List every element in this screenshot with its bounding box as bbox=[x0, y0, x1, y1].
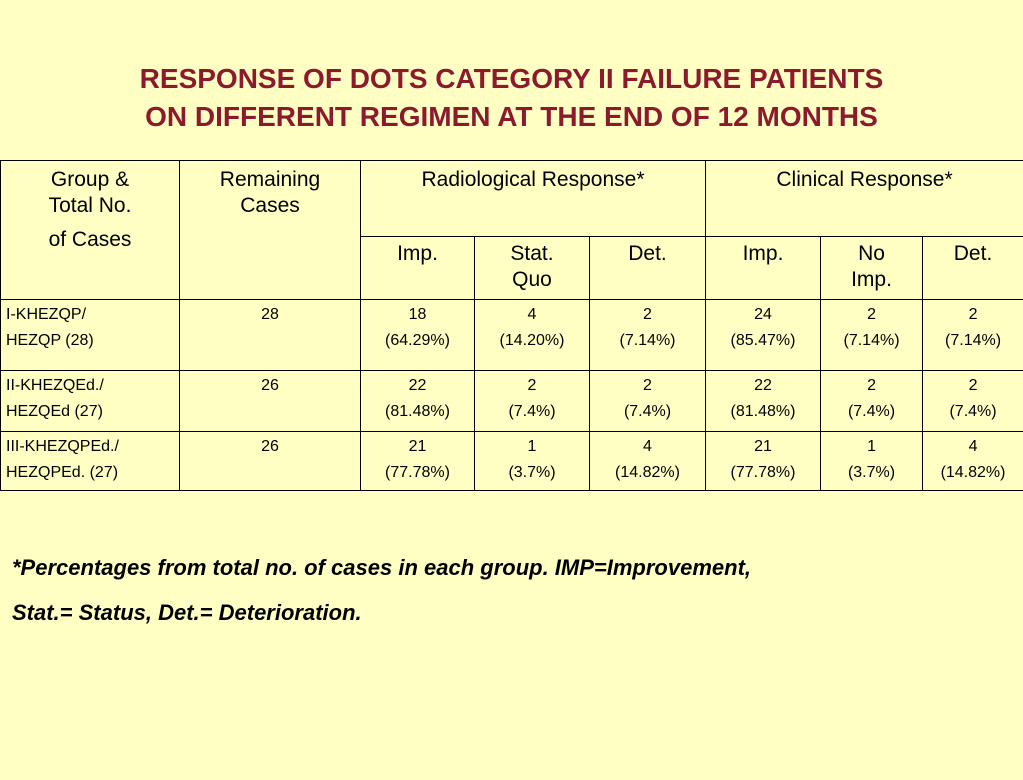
row-rad-imp-cell bbox=[361, 371, 475, 432]
table-row bbox=[1, 432, 1023, 491]
cell-percent: (7.4%) bbox=[508, 403, 556, 420]
cell-percent: (7.14%) bbox=[945, 332, 1002, 349]
subheader-rad-stat-line-2: Quo bbox=[512, 268, 552, 291]
subheader-rad-stat-line-1: Stat. bbox=[510, 242, 554, 265]
subheader-cli-noimp-line-2: Imp. bbox=[851, 268, 892, 291]
row-group-cell bbox=[1, 371, 180, 432]
header-clinical-label: Clinical Response* bbox=[776, 168, 953, 191]
cell-count: 18 bbox=[408, 306, 427, 323]
cell-count: 1 bbox=[527, 438, 537, 455]
row-rad-stat-cell bbox=[475, 371, 590, 432]
cell-percent: (14.82%) bbox=[940, 464, 1006, 481]
cell-percent: (85.47%) bbox=[730, 332, 796, 349]
cell-percent: (3.7%) bbox=[847, 464, 896, 481]
title-line-2: ON DIFFERENT REGIMEN AT THE END OF 12 MONTHS bbox=[145, 101, 878, 132]
subheader-rad-det bbox=[590, 237, 706, 300]
header-clinical-response bbox=[706, 161, 1023, 237]
row-rad-det-cell bbox=[590, 371, 706, 432]
header-row-1 bbox=[1, 161, 1023, 237]
header-radiological-label: Radiological Response* bbox=[421, 168, 645, 191]
cell-count: 2 bbox=[643, 377, 652, 394]
cell-count: 2 bbox=[867, 306, 876, 323]
header-remaining-line-1: Remaining bbox=[219, 168, 321, 191]
cell-percent: (3.7%) bbox=[508, 464, 556, 481]
row-cli-det-cell bbox=[923, 300, 1023, 371]
header-group-line-1: Group & bbox=[50, 168, 130, 191]
title-line-1: RESPONSE OF DOTS CATEGORY II FAILURE PATIENTS bbox=[139, 63, 884, 94]
row-cli-det-cell bbox=[923, 371, 1023, 432]
cell-count: 4 bbox=[643, 438, 652, 455]
table-row bbox=[1, 371, 1023, 432]
row-group-line-2: HEZQP (28) bbox=[6, 332, 94, 349]
row-rad-imp-cell bbox=[361, 300, 475, 371]
cell-count: 4 bbox=[968, 438, 978, 455]
subheader-cli-no-imp bbox=[821, 237, 923, 300]
cell-count: 2 bbox=[527, 377, 537, 394]
row-remaining-value: 26 bbox=[261, 377, 279, 394]
cell-percent: (7.4%) bbox=[847, 403, 896, 420]
slide-title bbox=[0, 60, 1023, 136]
row-group-line-2: HEZQEd (27) bbox=[6, 403, 103, 420]
row-cli-noimp-cell bbox=[821, 432, 923, 491]
row-group-line-1: II-KHEZQEd./ bbox=[6, 377, 104, 394]
cell-count: 22 bbox=[754, 377, 772, 394]
cell-count: 1 bbox=[867, 438, 876, 455]
cell-count: 2 bbox=[867, 377, 876, 394]
row-cli-noimp-cell bbox=[821, 371, 923, 432]
subheader-rad-imp bbox=[361, 237, 475, 300]
row-group-cell bbox=[1, 300, 180, 371]
row-rad-stat-cell bbox=[475, 432, 590, 491]
subheader-rad-imp-label: Imp. bbox=[397, 242, 438, 265]
cell-count: 21 bbox=[754, 438, 772, 455]
cell-percent: (81.48%) bbox=[385, 403, 450, 420]
row-remaining-value: 28 bbox=[261, 306, 279, 323]
cell-count: 2 bbox=[968, 377, 978, 394]
subheader-cli-imp-label: Imp. bbox=[742, 242, 784, 265]
header-remaining-cases bbox=[180, 161, 361, 300]
table-row bbox=[1, 300, 1023, 371]
footnote-line-2: Stat.= Status, Det.= Deterioration. bbox=[12, 600, 362, 625]
row-rad-stat-cell bbox=[475, 300, 590, 371]
header-group-line-3: of Cases bbox=[48, 228, 132, 251]
cell-count: 21 bbox=[408, 438, 427, 455]
cell-percent: (77.78%) bbox=[730, 464, 796, 481]
row-group-line-2: HEZQPEd. (27) bbox=[6, 464, 119, 481]
cell-percent: (7.4%) bbox=[949, 403, 997, 420]
row-rad-det-cell bbox=[590, 300, 706, 371]
cell-percent: (81.48%) bbox=[730, 403, 796, 420]
header-radiological-response bbox=[361, 161, 706, 237]
row-cli-det-cell bbox=[923, 432, 1023, 491]
cell-percent: (14.20%) bbox=[499, 332, 565, 349]
row-remaining-cell bbox=[180, 300, 361, 371]
cell-count: 4 bbox=[527, 306, 537, 323]
results-table bbox=[0, 160, 1023, 491]
row-group-line-1: III-KHEZQPEd./ bbox=[6, 438, 119, 455]
cell-count: 2 bbox=[643, 306, 652, 323]
subheader-cli-det bbox=[923, 237, 1023, 300]
cell-percent: (7.4%) bbox=[623, 403, 672, 420]
row-cli-imp-cell bbox=[706, 371, 821, 432]
row-group-line-1: I-KHEZQP/ bbox=[6, 306, 87, 323]
row-remaining-cell bbox=[180, 432, 361, 491]
cell-count: 2 bbox=[968, 306, 978, 323]
row-cli-imp-cell bbox=[706, 300, 821, 371]
footnote-line-1: *Percentages from total no. of cases in each group. IMP=Improvement, bbox=[12, 555, 752, 580]
row-cli-noimp-cell bbox=[821, 300, 923, 371]
cell-percent: (64.29%) bbox=[385, 332, 450, 349]
row-remaining-cell bbox=[180, 371, 361, 432]
cell-percent: (7.14%) bbox=[619, 332, 676, 349]
row-rad-imp-cell bbox=[361, 432, 475, 491]
footnote bbox=[12, 545, 751, 635]
header-group-total-cases bbox=[1, 161, 180, 300]
subheader-rad-stat-quo bbox=[475, 237, 590, 300]
cell-percent: (77.78%) bbox=[385, 464, 450, 481]
row-group-cell bbox=[1, 432, 180, 491]
cell-count: 24 bbox=[754, 306, 772, 323]
cell-count: 22 bbox=[408, 377, 427, 394]
header-group-line-2: Total No. bbox=[48, 194, 132, 217]
subheader-rad-det-label: Det. bbox=[628, 242, 667, 265]
row-rad-det-cell bbox=[590, 432, 706, 491]
cell-percent: (7.14%) bbox=[843, 332, 900, 349]
header-remaining-line-2: Cases bbox=[240, 194, 300, 217]
row-cli-imp-cell bbox=[706, 432, 821, 491]
row-remaining-value: 26 bbox=[261, 438, 279, 455]
cell-percent: (14.82%) bbox=[615, 464, 680, 481]
subheader-cli-det-label: Det. bbox=[953, 242, 993, 265]
subheader-cli-noimp-line-1: No bbox=[858, 242, 885, 265]
subheader-cli-imp bbox=[706, 237, 821, 300]
